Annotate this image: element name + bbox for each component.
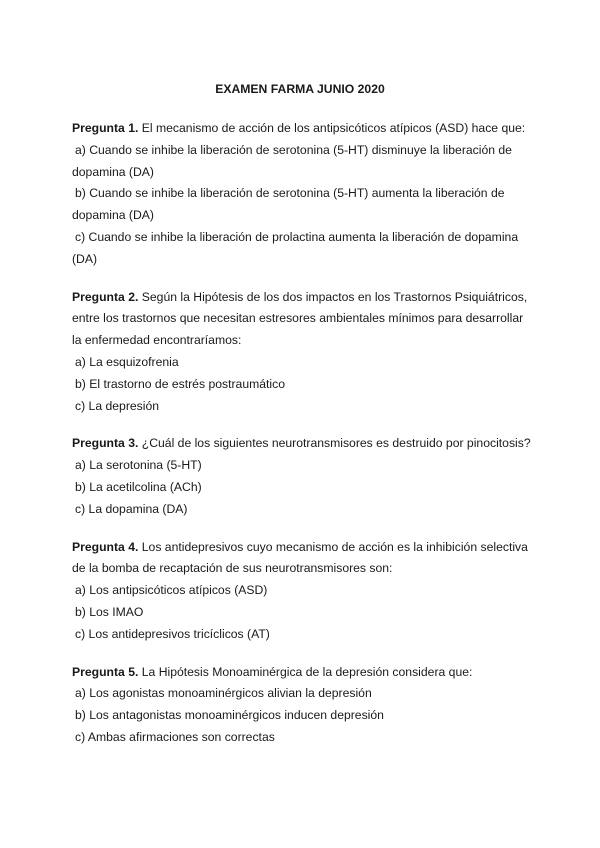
question-number: Pregunta 1. [72, 121, 139, 135]
question-stem [72, 537, 532, 559]
option-line: dopamina (DA) [72, 208, 154, 223]
answer-option-b [72, 183, 532, 227]
answer-option-a: a) La esquizofrenia [75, 354, 179, 369]
question-number: Pregunta 5. [72, 664, 139, 679]
answer-option-c: c) La depresión [75, 398, 160, 413]
answer-option-c: c) La dopamina (DA) [75, 501, 188, 516]
stem-line: Según la Hipótesis de los dos impactos en los Trastornos Psiquiátricos, [141, 289, 528, 304]
answer-option-a [72, 140, 532, 184]
option-line: a) Cuando se inhibe la liberación de serotonina (5-HT) disminuye la liberación de [75, 142, 512, 157]
option-line: dopamina (DA) [72, 164, 154, 179]
question-2 [72, 287, 532, 418]
answer-option-a: a) Los antipsicóticos atípicos (ASD) [75, 583, 268, 598]
stem-line: Los antidepresivos cuyo mecanismo de acción es la inhibición selectiva [141, 539, 528, 554]
stem-line: la enfermedad encontraríamos: [72, 333, 242, 348]
answer-option-c: c) Los antidepresivos tricíclicos (AT) [75, 626, 270, 641]
stem-line: ¿Cuál de los siguientes neurotransmisores es destruido por pinocitosis? [141, 436, 531, 451]
option-line: c) Cuando se inhibe la liberación de prolactina aumenta la liberación de dopamina [75, 229, 519, 244]
question-number: Pregunta 4. [72, 539, 139, 554]
answer-option-b: b) El trastorno de estrés postraumático [75, 376, 285, 391]
exam-title: EXAMEN FARMA JUNIO 2020 [215, 82, 385, 96]
answer-option-b: b) Los IMAO [75, 604, 144, 619]
answer-option-c [72, 227, 532, 271]
answer-option-b: b) La acetilcolina (ACh) [75, 479, 202, 494]
answer-option-c: c) Ambas afirmaciones son correctas [75, 729, 275, 744]
stem-line: de la bomba de recaptación de sus neurotransmisores son: [72, 561, 393, 576]
question-4 [72, 537, 532, 646]
option-line: b) Cuando se inhibe la liberación de serotonina (5-HT) aumenta la liberación de [75, 186, 505, 201]
answer-option-a: a) Los agonistas monoaminérgicos alivian la depresión [75, 686, 372, 701]
question-5 [72, 662, 532, 749]
option-line: (DA) [72, 251, 98, 266]
answer-option-a: a) La serotonina (5-HT) [75, 458, 202, 473]
question-stem [72, 287, 532, 309]
question-stem [72, 662, 532, 684]
question-stem [72, 118, 532, 140]
question-number: Pregunta 2. [72, 289, 139, 304]
answer-option-b: b) Los antagonistas monoaminérgicos inducen depresión [75, 708, 384, 723]
question-3 [72, 433, 532, 520]
question-1 [72, 118, 532, 271]
questions-list [72, 118, 532, 765]
stem-line: La Hipótesis Monoaminérgica de la depresión considera que: [141, 664, 473, 679]
stem-line: entre los trastornos que necesitan estresores ambientales mínimos para desarrollar [72, 311, 524, 326]
stem-line: El mecanismo de acción de los antipsicóticos atípicos (ASD) hace que: [141, 121, 526, 135]
question-stem [72, 433, 532, 455]
question-number: Pregunta 3. [72, 436, 139, 451]
